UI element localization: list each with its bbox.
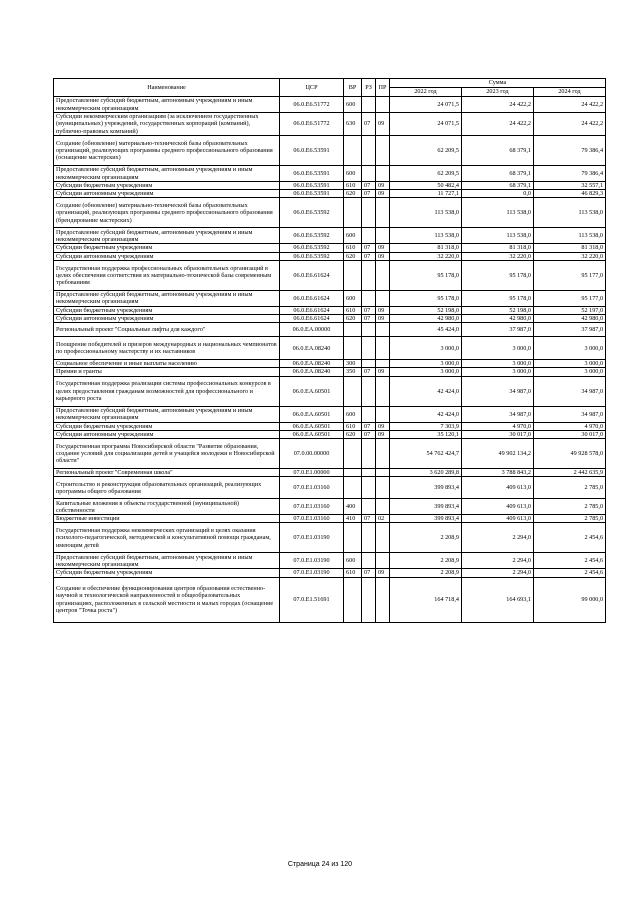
row-pr: 09 [376,368,390,376]
table-row [54,182,606,190]
row-csr: 06.0.Е6.53592 [280,252,344,260]
row-sum-2023: 2 294,0 [462,553,534,569]
row-rz [362,499,376,515]
row-name: Предоставление субсидий бюджетным, автономным учреждениям и иным некоммерческим организациям [54,553,280,569]
table-row [54,290,606,306]
row-sum-2024: 52 197,0 [534,306,606,314]
row-sum-2023: 68 379,1 [462,136,534,166]
row-vr [344,469,362,477]
row-sum-2022: 95 178,0 [390,260,462,290]
row-vr: 610 [344,182,362,190]
table-row [54,499,606,515]
row-vr: 600 [344,166,362,182]
row-pr [376,360,390,368]
row-pr: 09 [376,569,390,577]
row-sum-2024: 113 538,0 [534,228,606,244]
row-sum-2023: 2 294,0 [462,523,534,553]
table-row [54,477,606,499]
row-rz [362,228,376,244]
row-sum-2024: 46 829,3 [534,190,606,198]
row-vr: 400 [344,499,362,515]
row-name: Премии и гранты [54,368,280,376]
row-sum-2023: 409 613,0 [462,477,534,499]
row-vr: 610 [344,244,362,252]
row-sum-2023: 409 613,0 [462,499,534,515]
table-row [54,190,606,198]
row-name: Субсидии автономным учреждениям [54,430,280,438]
row-sum-2022: 113 538,0 [390,228,462,244]
row-csr: 06.0.Е6.51772 [280,113,344,136]
row-sum-2022: 11 727,1 [390,190,462,198]
row-rz [362,136,376,166]
row-name: Создание (обновление) материально-технической базы образовательных организаций, реализующих программы среднего профессионального образования (оснащение мастерских) [54,136,280,166]
row-pr [376,198,390,228]
table-row [54,376,606,406]
row-name: Региональный проект "Социальные лифты для каждого" [54,323,280,337]
row-name: Предоставление субсидий бюджетным, автономным учреждениям и иным некоммерческим организациям [54,228,280,244]
row-vr: 600 [344,228,362,244]
table-row [54,244,606,252]
table-row [54,337,606,360]
row-sum-2023: 34 987,0 [462,376,534,406]
row-name: Субсидии автономным учреждениям [54,315,280,323]
row-pr: 02 [376,515,390,523]
table-row [54,422,606,430]
col-header-2022: 2022 год [390,88,462,97]
table-row [54,430,606,438]
row-csr: 07.0.Е1.03190 [280,553,344,569]
col-header-rz: РЗ [362,79,376,97]
row-sum-2023: 30 017,0 [462,430,534,438]
row-sum-2023: 81 318,0 [462,244,534,252]
row-pr: 09 [376,430,390,438]
row-rz: 07 [362,306,376,314]
row-sum-2024: 81 318,0 [534,244,606,252]
row-csr: 06.0.Е6.53592 [280,244,344,252]
row-rz [362,97,376,113]
row-vr [344,477,362,499]
row-name: Предоставление субсидий бюджетным, автономным учреждениям и иным некоммерческим организациям [54,290,280,306]
row-name: Предоставление субсидий бюджетным, автономным учреждениям и иным некоммерческим организациям [54,166,280,182]
row-pr: 09 [376,252,390,260]
row-sum-2022: 81 318,0 [390,244,462,252]
row-sum-2023: 68 379,1 [462,166,534,182]
row-pr [376,166,390,182]
row-csr: 07.0.00.00000 [280,439,344,469]
row-vr: 300 [344,360,362,368]
row-name: Субсидии бюджетным учреждениям [54,422,280,430]
row-name: Государственная поддержка реализации системы профессиональных конкурсов в целях предоставления гражданам возможностей для профессионального и карьерного роста [54,376,280,406]
row-sum-2024: 4 970,0 [534,422,606,430]
row-sum-2023: 4 970,0 [462,422,534,430]
col-header-pr: ПР [376,79,390,97]
row-vr [344,136,362,166]
row-name: Капитальные вложения в объекты государственной (муниципальной) собственности [54,499,280,515]
row-sum-2024: 99 000,0 [534,577,606,622]
row-sum-2024: 2 785,0 [534,515,606,523]
row-pr [376,290,390,306]
table-row [54,469,606,477]
row-csr: 07.0.Е1.03160 [280,477,344,499]
row-pr: 09 [376,182,390,190]
row-sum-2024: 95 177,0 [534,260,606,290]
col-header-csr: ЦСР [280,79,344,97]
table-row [54,166,606,182]
table-row [54,252,606,260]
row-rz: 07 [362,430,376,438]
row-sum-2024: 42 980,0 [534,315,606,323]
table-row [54,360,606,368]
table-row [54,553,606,569]
table-row [54,97,606,113]
row-sum-2023: 95 178,0 [462,290,534,306]
table-row [54,439,606,469]
row-sum-2024: 49 928 578,0 [534,439,606,469]
page-footer: Страница 24 из 120 [287,861,353,868]
row-name: Государственная программа Новосибирской области "Развитие образования, создание условий для социализации детей и учащейся молодежи в Новосибирской области" [54,439,280,469]
row-vr: 350 [344,368,362,376]
col-header-2024: 2024 год [534,88,606,97]
row-pr [376,323,390,337]
row-csr: 07.0.Е1.51691 [280,577,344,622]
row-sum-2023: 24 422,2 [462,97,534,113]
row-sum-2024: 24 422,2 [534,97,606,113]
row-rz [362,260,376,290]
row-csr: 07.0.Е1.03190 [280,523,344,553]
row-name: Региональный проект "Современная школа" [54,469,280,477]
budget-table [53,78,606,623]
row-sum-2023: 37 987,0 [462,323,534,337]
row-sum-2022: 35 120,1 [390,430,462,438]
row-name: Создание (обновление) материально-технической базы образовательных организаций, реализующих программы среднего профессионального образования (брендирование мастерских) [54,198,280,228]
row-name: Субсидии бюджетным учреждениям [54,569,280,577]
row-sum-2022: 54 762 424,7 [390,439,462,469]
row-pr [376,136,390,166]
row-sum-2022: 164 718,4 [390,577,462,622]
row-rz: 07 [362,315,376,323]
row-name: Государственная поддержка профессиональных образовательных организаций в целях обеспечения соответствия их материально-технической базы современным требованиям [54,260,280,290]
row-sum-2024: 32 557,1 [534,182,606,190]
row-pr [376,337,390,360]
row-sum-2022: 95 178,0 [390,290,462,306]
row-sum-2024: 2 785,0 [534,499,606,515]
row-csr: 06.0.ЕА.08240 [280,360,344,368]
row-csr: 06.0.ЕА.08240 [280,368,344,376]
row-sum-2023: 113 538,0 [462,228,534,244]
row-sum-2022: 3 000,0 [390,368,462,376]
row-rz: 07 [362,182,376,190]
row-sum-2024: 32 220,0 [534,252,606,260]
row-sum-2022: 62 209,5 [390,166,462,182]
row-rz [362,577,376,622]
row-vr [344,376,362,406]
row-sum-2022: 113 538,0 [390,198,462,228]
row-sum-2023: 42 980,0 [462,315,534,323]
row-csr: 06.0.Е6.61624 [280,290,344,306]
row-sum-2023: 2 294,0 [462,569,534,577]
row-sum-2023: 52 198,0 [462,306,534,314]
table-row [54,136,606,166]
row-pr [376,499,390,515]
row-sum-2022: 45 424,0 [390,323,462,337]
row-pr [376,97,390,113]
row-sum-2023: 164 693,1 [462,577,534,622]
table-row [54,368,606,376]
row-rz [362,323,376,337]
row-pr: 09 [376,113,390,136]
row-sum-2024: 2 454,6 [534,553,606,569]
row-csr: 07.0.Е1.03160 [280,515,344,523]
row-vr [344,260,362,290]
row-pr [376,406,390,422]
row-sum-2024: 2 785,0 [534,477,606,499]
row-pr: 09 [376,422,390,430]
row-sum-2024: 95 177,0 [534,290,606,306]
row-sum-2022: 62 209,5 [390,136,462,166]
row-name: Поощрение победителей и призеров международных и национальных чемпионатов по профессиональному мастерству и их наставников [54,337,280,360]
table-row [54,198,606,228]
row-vr: 630 [344,113,362,136]
row-name: Субсидии автономным учреждениям [54,252,280,260]
row-vr [344,439,362,469]
row-rz [362,290,376,306]
row-rz: 07 [362,422,376,430]
row-vr: 600 [344,406,362,422]
row-csr: 06.0.ЕА.60501 [280,422,344,430]
row-vr: 620 [344,190,362,198]
row-pr [376,228,390,244]
row-pr [376,523,390,553]
row-sum-2024: 34 987,0 [534,406,606,422]
row-name: Социальное обеспечение и иные выплаты населению [54,360,280,368]
row-sum-2024: 37 987,0 [534,323,606,337]
row-sum-2024: 34 987,0 [534,376,606,406]
row-pr: 09 [376,190,390,198]
row-vr: 610 [344,569,362,577]
row-csr: 06.0.Е6.53591 [280,166,344,182]
row-sum-2023: 0,0 [462,190,534,198]
row-sum-2023: 49 902 134,2 [462,439,534,469]
row-name: Субсидии бюджетным учреждениям [54,306,280,314]
row-sum-2022: 2 208,9 [390,553,462,569]
row-rz: 07 [362,368,376,376]
row-rz: 07 [362,515,376,523]
row-csr: 06.0.Е6.53591 [280,136,344,166]
row-sum-2022: 2 208,9 [390,569,462,577]
row-rz [362,469,376,477]
row-csr: 06.0.ЕА.08240 [280,337,344,360]
row-sum-2024: 79 386,4 [534,136,606,166]
row-csr: 07.0.Е1.03160 [280,499,344,515]
row-csr: 06.0.Е6.53591 [280,190,344,198]
row-sum-2022: 42 424,0 [390,376,462,406]
row-pr [376,439,390,469]
row-sum-2022: 42 980,0 [390,315,462,323]
row-name: Субсидии автономным учреждениям [54,190,280,198]
row-rz [362,376,376,406]
row-sum-2022: 3 620 289,8 [390,469,462,477]
row-csr: 06.0.Е6.61624 [280,260,344,290]
row-sum-2024: 30 017,0 [534,430,606,438]
row-rz [362,337,376,360]
row-sum-2022: 50 482,4 [390,182,462,190]
row-vr: 610 [344,306,362,314]
row-sum-2024: 79 386,4 [534,166,606,182]
row-name: Создание и обеспечение функционирования центров образования естественно-научной и технологической направленностей в общеобразовательных организациях, расположенных в сельской местности и малых городах (оснащение центров "Точка роста") [54,577,280,622]
row-vr [344,198,362,228]
row-sum-2024: 2 454,6 [534,523,606,553]
table-row [54,515,606,523]
row-rz [362,198,376,228]
row-csr: 06.0.Е6.51772 [280,97,344,113]
col-header-vr: ВР [344,79,362,97]
row-sum-2023: 409 613,0 [462,515,534,523]
row-pr [376,469,390,477]
row-sum-2022: 3 000,0 [390,360,462,368]
row-pr [376,577,390,622]
row-name: Субсидии бюджетным учреждениям [54,182,280,190]
row-sum-2022: 24 071,5 [390,113,462,136]
row-name: Предоставление субсидий бюджетным, автономным учреждениям и иным некоммерческим организациям [54,97,280,113]
row-name: Субсидии некоммерческим организациям (за исключением государственных (муниципальных) учреждений, государственных корпораций (компаний), публично-правовых компаний) [54,113,280,136]
row-csr: 06.0.Е6.61624 [280,315,344,323]
row-sum-2024: 113 538,0 [534,198,606,228]
row-pr: 09 [376,306,390,314]
col-header-sum: Сумма [390,79,606,88]
row-rz: 07 [362,244,376,252]
row-pr: 09 [376,244,390,252]
row-csr: 07.0.Е1.00000 [280,469,344,477]
table-row [54,523,606,553]
table-row [54,113,606,136]
row-csr: 06.0.ЕА.60501 [280,406,344,422]
row-sum-2022: 399 893,4 [390,515,462,523]
row-rz [362,360,376,368]
row-vr: 610 [344,422,362,430]
row-sum-2023: 68 379,1 [462,182,534,190]
row-sum-2023: 95 178,0 [462,260,534,290]
row-pr: 09 [376,315,390,323]
row-rz [362,406,376,422]
row-pr [376,376,390,406]
row-sum-2022: 399 893,4 [390,477,462,499]
table-row [54,406,606,422]
row-sum-2024: 3 000,0 [534,337,606,360]
row-sum-2024: 2 454,6 [534,569,606,577]
row-name: Строительство и реконструкция образовательных организаций, реализующих программы общего образования [54,477,280,499]
row-csr: 06.0.Е6.53592 [280,198,344,228]
row-sum-2022: 24 071,5 [390,97,462,113]
row-name: Предоставление субсидий бюджетным, автономным учреждениям и иным некоммерческим организациям [54,406,280,422]
row-pr [376,477,390,499]
row-sum-2022: 52 198,0 [390,306,462,314]
row-sum-2024: 3 000,0 [534,368,606,376]
row-sum-2022: 32 220,0 [390,252,462,260]
row-rz [362,166,376,182]
row-rz: 07 [362,252,376,260]
row-csr: 06.0.ЕА.60501 [280,376,344,406]
row-sum-2023: 3 000,0 [462,368,534,376]
row-vr [344,323,362,337]
row-name: Государственная поддержка некоммерческих организаций в целях оказания психолого-педагогической, методической и консультативной помощи гражданам, имеющим детей [54,523,280,553]
table-body [54,97,606,623]
row-csr: 06.0.ЕА.00000 [280,323,344,337]
table-row [54,228,606,244]
row-vr: 600 [344,553,362,569]
row-rz [362,523,376,553]
row-csr: 06.0.ЕА.60501 [280,430,344,438]
row-pr [376,260,390,290]
row-csr: 07.0.Е1.03190 [280,569,344,577]
row-sum-2022: 42 424,0 [390,406,462,422]
row-vr: 620 [344,315,362,323]
row-vr [344,337,362,360]
row-csr: 06.0.Е6.53592 [280,228,344,244]
row-sum-2023: 3 000,0 [462,360,534,368]
row-sum-2023: 3 000,0 [462,337,534,360]
row-csr: 06.0.Е6.61624 [280,306,344,314]
row-sum-2024: 24 422,2 [534,113,606,136]
row-vr: 410 [344,515,362,523]
col-header-2023: 2023 год [462,88,534,97]
row-name: Бюджетные инвестиции [54,515,280,523]
row-rz [362,477,376,499]
row-sum-2023: 24 422,2 [462,113,534,136]
row-rz: 07 [362,569,376,577]
table-row [54,577,606,622]
row-vr: 620 [344,430,362,438]
row-sum-2023: 113 538,0 [462,198,534,228]
row-sum-2023: 32 220,0 [462,252,534,260]
table-row [54,315,606,323]
row-rz: 07 [362,190,376,198]
row-sum-2022: 399 893,4 [390,499,462,515]
table-row [54,260,606,290]
table-row [54,306,606,314]
row-name: Субсидии бюджетным учреждениям [54,244,280,252]
row-vr [344,577,362,622]
col-header-name: Наименование [54,79,280,97]
row-rz [362,439,376,469]
row-sum-2023: 34 987,0 [462,406,534,422]
row-sum-2024: 3 000,0 [534,360,606,368]
row-sum-2022: 2 208,9 [390,523,462,553]
row-vr: 620 [344,252,362,260]
row-sum-2022: 7 303,9 [390,422,462,430]
row-pr [376,553,390,569]
row-rz: 07 [362,113,376,136]
row-vr [344,523,362,553]
table-row [54,323,606,337]
row-csr: 06.0.Е6.53591 [280,182,344,190]
row-sum-2024: 2 442 635,9 [534,469,606,477]
row-rz [362,553,376,569]
row-vr: 600 [344,97,362,113]
table-row [54,569,606,577]
row-vr: 600 [344,290,362,306]
row-sum-2023: 3 788 843,2 [462,469,534,477]
row-sum-2022: 3 000,0 [390,337,462,360]
